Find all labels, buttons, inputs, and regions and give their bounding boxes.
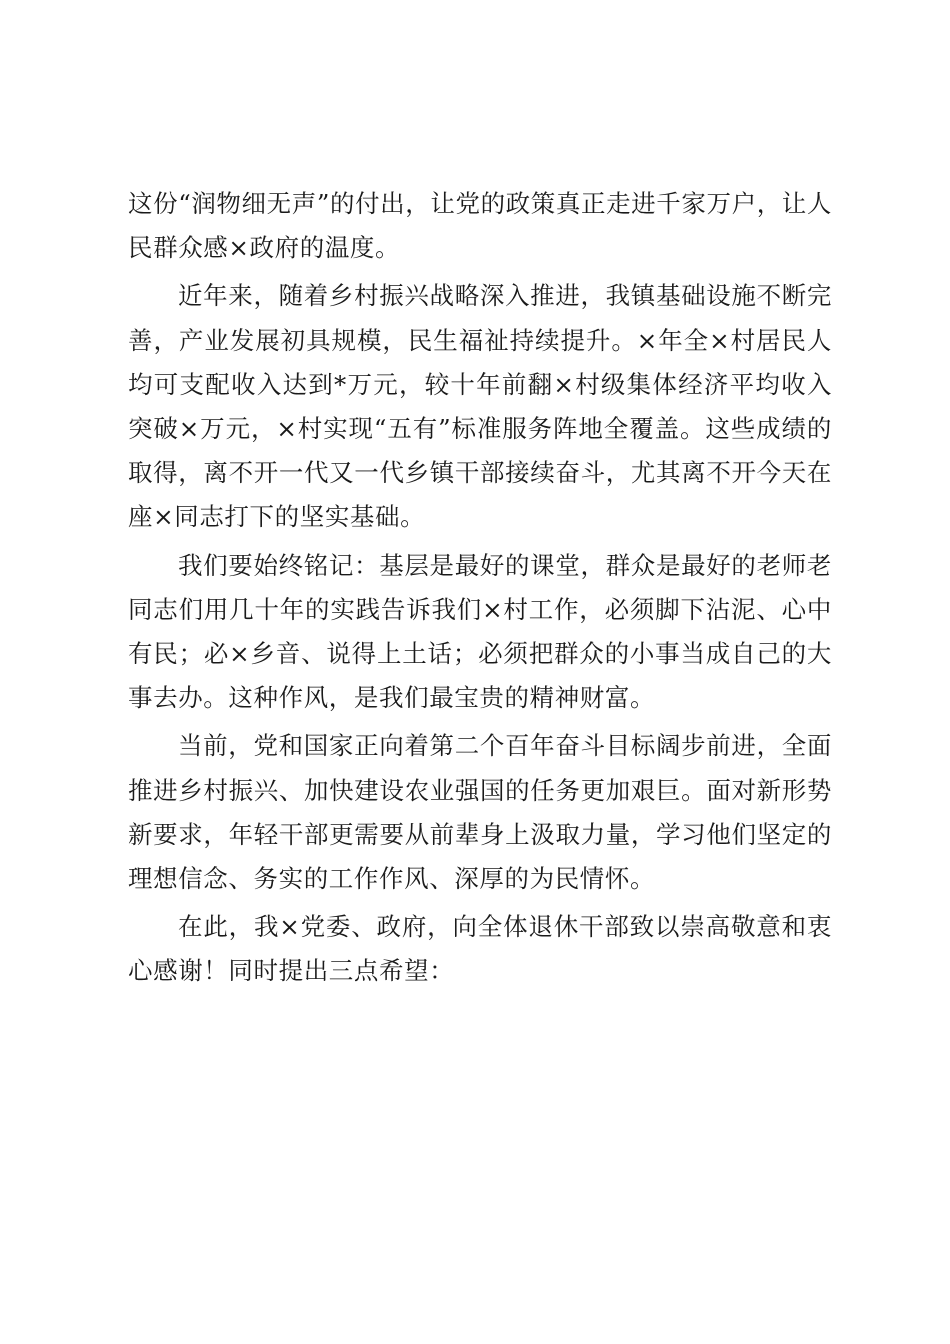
- paragraph-gratitude: 在此，我×党委、政府，向全体退休干部致以崇高敬意和衷心感谢！同时提出三点希望：: [128, 912, 832, 986]
- document-body: [128, 182, 832, 998]
- paragraph-current-situation: 当前，党和国家正向着第二个百年奋斗目标阔步前进，全面推进乡村振兴、加快建设农业强国的任务更加艰巨。面对新形势新要求，年轻干部更需要从前辈身上汲取力量，学习他们坚定的理想信念、务实的工作作风、深厚的为民情怀。: [128, 731, 832, 894]
- paragraph-rural-revitalization: 近年来，随着乡村振兴战略深入推进，我镇基础设施不断完善，产业发展初具规模，民生福祉持续提升。×年全×村居民人均可支配收入达到*万元，较十年前翻×村级集体经济平均收入突破×万元，×村实现“五有”标准服务阵地全覆盖。这些成绩的取得，离不开一代又一代乡镇干部接续奋斗，尤其离不开今天在座×同志打下的坚实基础。: [128, 281, 832, 532]
- paragraph-continuation: 这份“润物细无声”的付出，让党的政策真正走进千家万户，让人民群众感×政府的温度。: [128, 189, 832, 263]
- paragraph-grassroots: 我们要始终铭记：基层是最好的课堂，群众是最好的老师老同志们用几十年的实践告诉我们×村工作，必须脚下沾泥、心中有民；必×乡音、说得上土话；必须把群众的小事当成自己的大事去办。这种作风，是我们最宝贵的精神财富。: [128, 550, 832, 713]
